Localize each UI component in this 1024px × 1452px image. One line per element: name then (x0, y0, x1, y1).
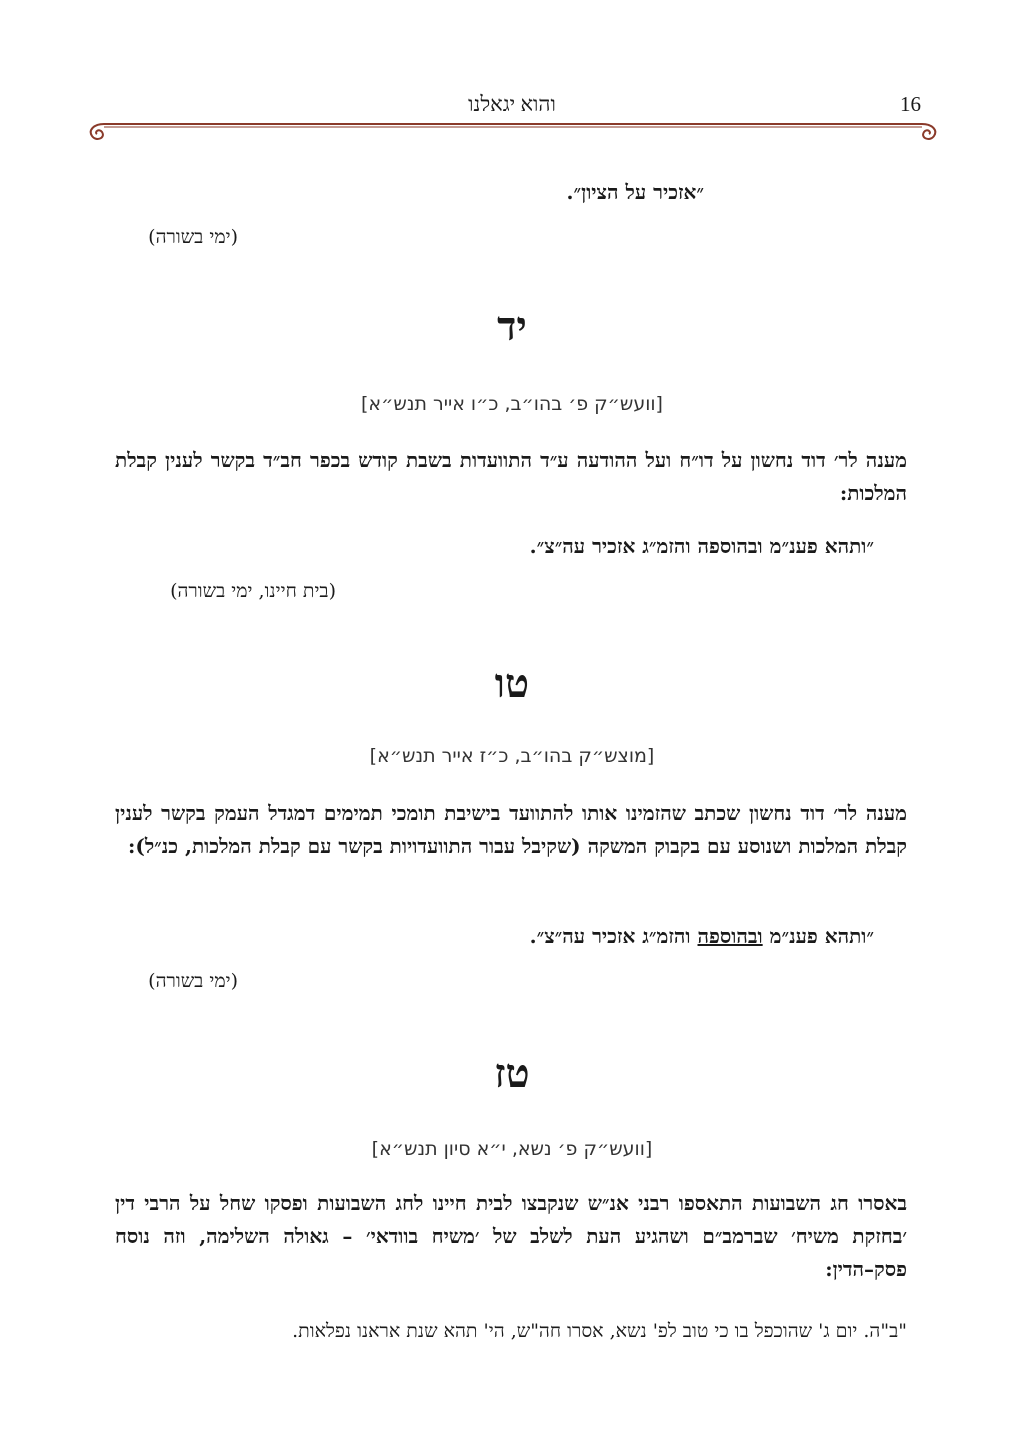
section-quote-14: ״ותהא פענ״מ ובהוספה והזמ״ג אזכיר עה״צ״. (529, 534, 874, 558)
section-body-16: באסרו חג השבועות התאספו רבני אנ״ש שנקבצו לבית חיינו לחג השבועות ופסקו שחל על הרבי דין ׳בחזקת משיח׳ שברמב״ם ושהגיע העת לשלב של ׳משיח בוודאי׳ – גאולה השלימה, וזה נוסח פסק–הדין: (115, 1191, 907, 1281)
quote-part-a: ״ותהא פענ״מ (762, 924, 874, 948)
section-date-16: [וועש״ק פ׳ נשא, י״א סיון תנש״א] (371, 1138, 653, 1160)
running-header-title: והוא יגאלנו (468, 92, 556, 116)
section-source-14: (בית חיינו, ימי בשורה) (170, 580, 336, 602)
section-last-line-16: "ב"ה. יום ג' שהוכפל בו כי טוב לפ' נשא, אסרו חה"ש, הי' תהא שנת אראנו נפלאות. (292, 1320, 907, 1342)
section-heading-14: יד (497, 303, 527, 350)
section-date-14: [וועש״ק פ׳ בהו״ב, כ״ו אייר תנש״א] (361, 393, 663, 415)
page-number: 16 (900, 92, 921, 116)
intro-quote: ״אזכיר על הציון״. (566, 180, 704, 204)
section-heading-16: טז (494, 1050, 530, 1097)
section-date-15: [מוצש״ק בהו״ב, כ״ז אייר תנש״א] (369, 745, 655, 767)
header-ornament-rule (84, 118, 942, 146)
quote-underlined-word: ובהוספה (697, 924, 763, 948)
quote-part-b: והזמ״ג אזכיר עה״צ״. (529, 924, 698, 948)
section-quote-15 (530, 924, 874, 949)
section-source-15: (ימי בשורה) (148, 970, 238, 992)
section-body-15: מענה לר׳ דוד נחשון שכתב שהזמינו אותו להתוועד בישיבת תומכי תמימים דמגדל העמק בקשר לענין קבלת המלכות ושנוסע עם בקבוק המשקה (שקיבל עבור התוועדויות בקשר עם קבלת המלכות, כנ״ל): (115, 801, 907, 858)
intro-source: (ימי בשורה) (148, 226, 238, 248)
section-body-14: מענה לר׳ דוד נחשון על דו״ח ועל ההודעה ע״ד התוועדות בשבת קודש בכפר חב״ד בקשר לענין קבלת המלכות: (115, 448, 907, 505)
section-heading-15: טו (494, 660, 530, 707)
